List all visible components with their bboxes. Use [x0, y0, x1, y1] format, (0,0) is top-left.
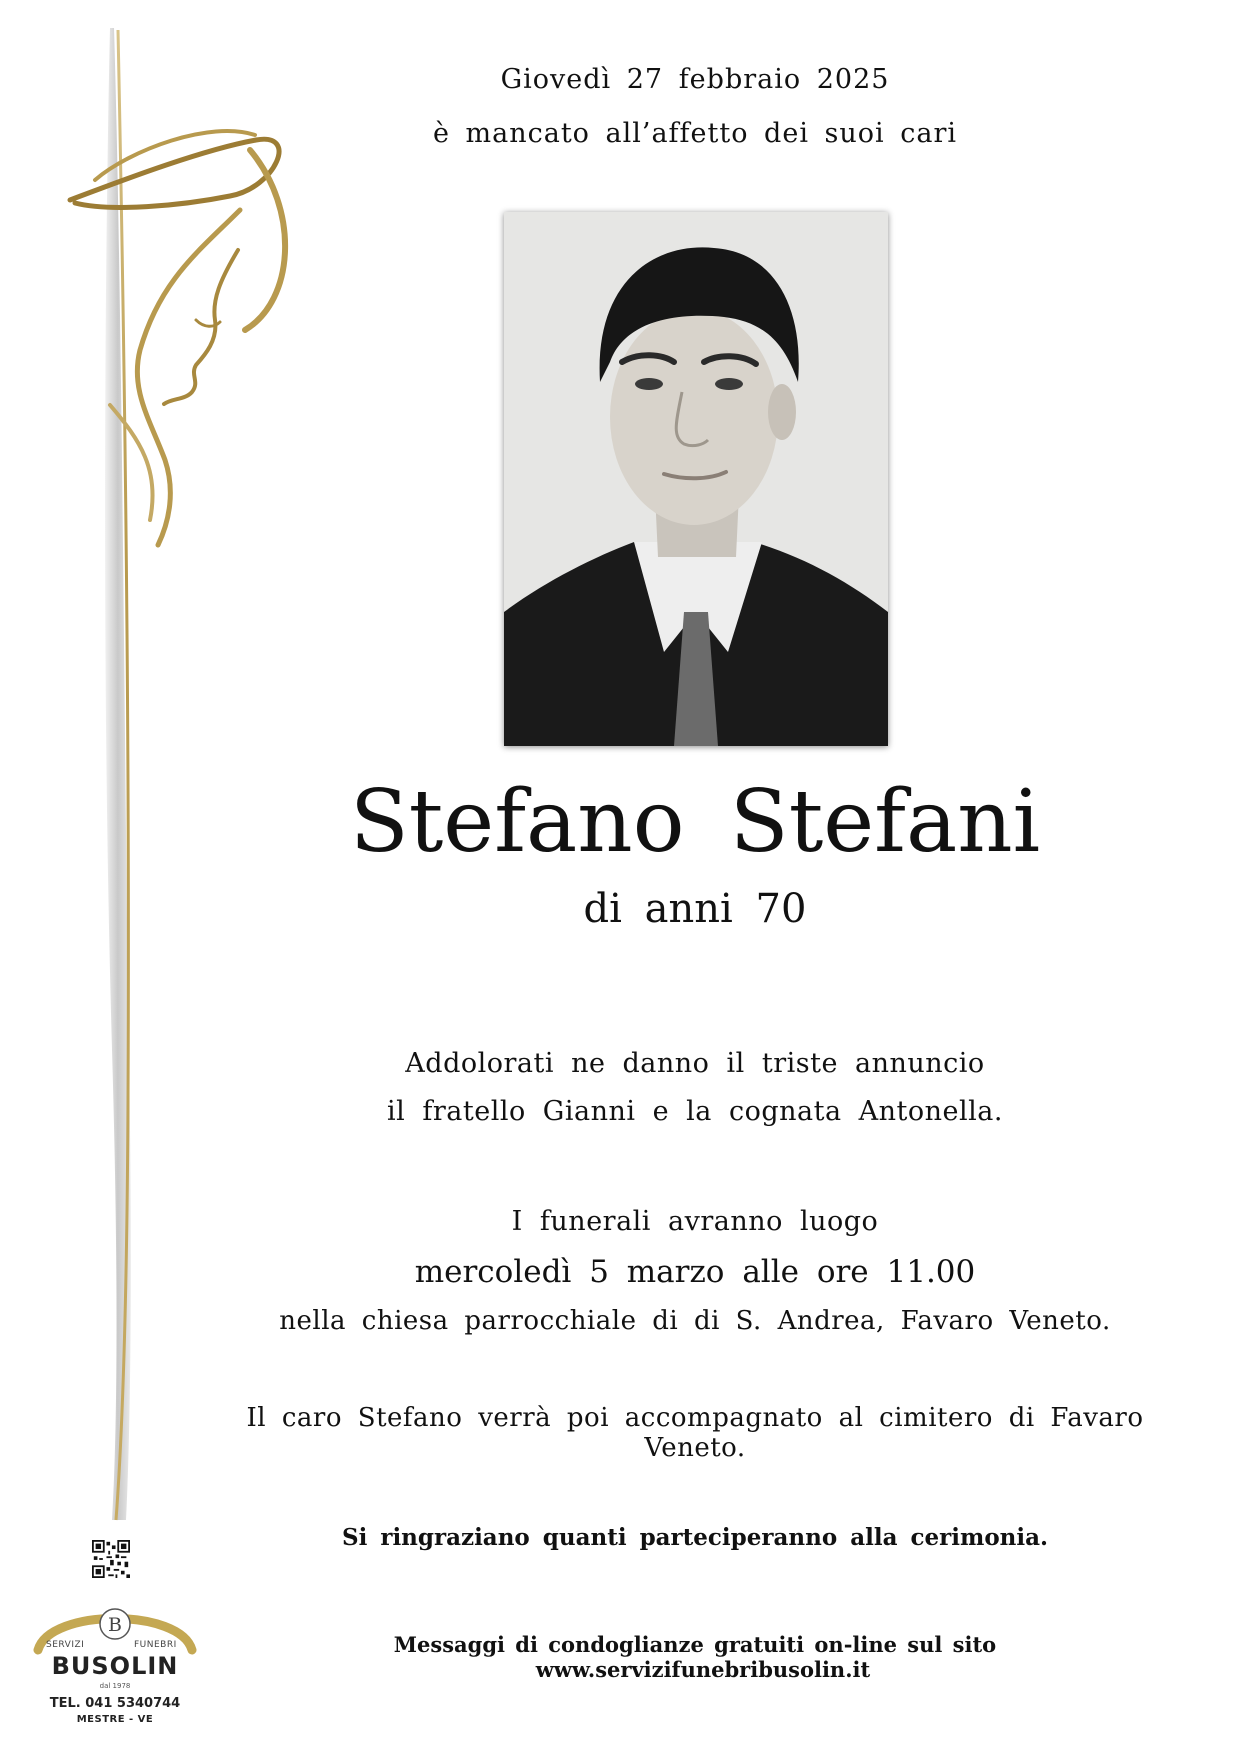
- footer-message: [230, 1632, 1160, 1682]
- thanks-text: Si ringraziano quanti parteciperanno alla cerimonia.: [341, 1524, 1049, 1551]
- qr-code-icon[interactable]: [92, 1540, 130, 1578]
- portrait-photo: [504, 212, 888, 746]
- burial-text: Il caro Stefano verrà poi accompagnato al cimitero di Favaro Veneto.: [246, 1403, 1144, 1463]
- logo-city: MESTRE - VE: [76, 1714, 154, 1725]
- intro-text: è mancato all’affetto dei suoi cari: [432, 118, 958, 149]
- funeral-place: nella chiesa parrocchiale di di S. Andrea, Favaro Veneto.: [279, 1306, 1111, 1336]
- website-link[interactable]: www.servizifunebribusolin.it: [535, 1657, 871, 1682]
- funeral-intro: I funerali avranno luogo: [511, 1206, 879, 1237]
- logo-funebri: FUNEBRI: [134, 1640, 177, 1650]
- footer-message-text: Messaggi di condoglianze gratuiti on-line sul sito: [393, 1632, 997, 1657]
- funeral-datetime: mercoledì 5 marzo alle ore 11.00: [414, 1254, 976, 1290]
- logo-since: dal 1978: [99, 1682, 131, 1690]
- deceased-age: di anni 70: [583, 886, 807, 932]
- portrait-image: [504, 212, 888, 746]
- logo-monogram: B: [108, 1614, 122, 1636]
- logo-name: BUSOLIN: [51, 1652, 179, 1680]
- announcement-line-1: Addolorati ne danno il triste annuncio: [405, 1048, 985, 1079]
- deceased-name: Stefano Stefani: [349, 772, 1041, 872]
- announcement-line-2: il fratello Gianni e la cognata Antonella.: [387, 1096, 1003, 1127]
- death-date: Giovedì 27 febbraio 2025: [500, 64, 890, 95]
- phone-number[interactable]: TEL. 041 5340744: [49, 1696, 181, 1711]
- logo-servizi: SERVIZI: [46, 1640, 85, 1650]
